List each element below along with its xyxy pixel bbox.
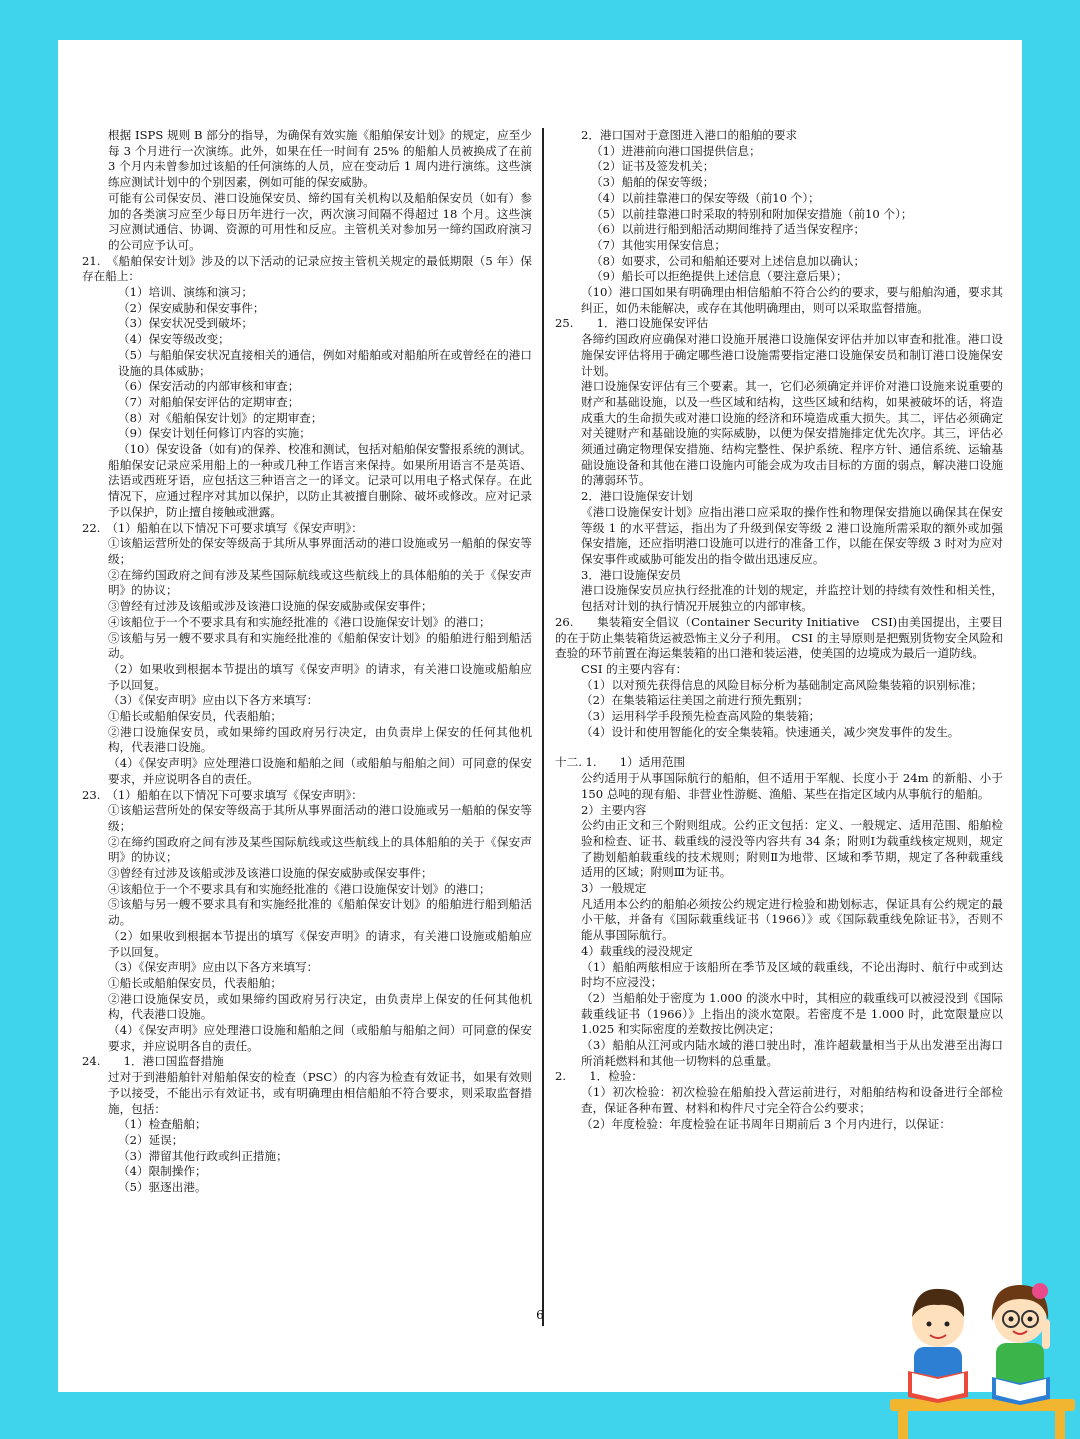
right-column-paragraph: 凡适用本公约的船舶必须按公约规定进行检验和勘划标志，保证具有公约规定的最小干舷，并备有《国际载重线证书（1966）》或《国际载重线免除证书》，否则不能从事国际航行。 — [581, 896, 1003, 943]
left-column-paragraph: （2）如果收到根据本节提出的填写《保安声明》的请求，有关港口设施或船舶应予以回复。 — [108, 928, 532, 959]
right-column-paragraph: （2）在集装箱运往美国之前进行预先甄别； — [581, 693, 809, 708]
right-column-paragraph: （7）其他实用保安信息； — [591, 237, 726, 252]
left-column-paragraph: 21. 《船舶保安计划》涉及的以下活动的记录应按主管机关规定的最低期限（5 年）保存在船上： — [82, 253, 532, 284]
left-column-paragraph: （2）如果收到根据本节提出的填写《保安声明》的请求，有关港口设施或船舶应予以回复。 — [108, 661, 532, 692]
left-column-paragraph: ②港口设施保安员，或如果缔约国政府另行决定，由负责岸上保安的任何其他机构，代表港口设施。 — [108, 991, 532, 1022]
right-column-paragraph: （8）如要求，公司和船舶还要对上述信息加以确认； — [591, 253, 866, 268]
right-column-paragraph: （1）初次检验：初次检验在船舶投入营运前进行，对船舶结构和设备进行全部检查，保证各种布置、材料和构件尺寸完全符合公约要求； — [581, 1085, 1003, 1115]
right-column-paragraph: 2．港口设施保安计划 — [581, 489, 693, 504]
right-column-paragraph: 2．港口国对于意图进入港口的船舶的要求 — [581, 128, 798, 142]
left-column-paragraph: 过对于到港船舶针对船舶保安的检查（PSC）的内容为检查有效证书，如果有效则予以接受，不能出示有效证书，或有明确理由相信船舶不符合要求，则采取监督措施，包括： — [108, 1070, 532, 1116]
right-column-paragraph: 十二. 1. 1）适用范围 — [555, 755, 686, 770]
left-column-paragraph: （4）《保安声明》应处理港口设施和船舶之间（或船舶与船舶之间）可同意的保安要求，并应说明各自的责任。 — [108, 1023, 532, 1053]
left-column-paragraph: ③曾经有过涉及该船或涉及该港口设施的保安威胁或保安事件； — [108, 866, 433, 881]
left-column-paragraph: （7）对船舶保安评估的定期审查； — [118, 394, 300, 409]
left-column-paragraph: 船舶保安记录应采用船上的一种或几种工作语言来保持。如果所用语言不是英语、法语或西班牙语，应包括这三种语言之一的译文。记录可以用电子格式保存。在此情况下，应通过程序对其加以保护，以防止其被擅自删除、破坏或修改。应对记录予以保护，防止擅自接触或泄露。 — [108, 457, 532, 519]
left-column-paragraph: （3）滞留其他行政或纠正措施； — [118, 1148, 288, 1163]
left-column-paragraph: （9）保安计划任何修订内容的实施； — [118, 426, 311, 441]
left-column-paragraph: （2）保安威胁和保安事件； — [118, 300, 265, 315]
left-column-paragraph: （5）驱逐出港。 — [118, 1180, 207, 1195]
right-column-paragraph: 港口设施保安员应执行经批准的计划的规定，并监控计划的持续有效性和相关性，包括对计划的执行情况开展独立的内部审核。 — [581, 583, 1003, 614]
left-column-paragraph: ⑤该船与另一艘不要求具有和实施经批准的《船舶保安计划》的船舶进行船到船活动。 — [108, 897, 532, 928]
left-column-paragraph: （2）延误； — [118, 1133, 184, 1147]
right-column-paragraph: （5）以前挂靠港口时采取的特别和附加保安措施（前10 个）； — [591, 206, 913, 221]
left-column-paragraph: （6）保安活动的内部审核和审查； — [118, 379, 300, 394]
left-column-paragraph: （5）与船舶保安状况直接相关的通信，例如对船舶或对船舶所在或曾经在的港口设施的具体威胁； — [118, 347, 532, 378]
right-column-paragraph: （9）船长可以拒绝提供上述信息（要注意后果）； — [591, 269, 848, 284]
column-divider — [542, 128, 544, 1326]
left-column-paragraph: （3）保安状况受到破坏； — [118, 316, 253, 331]
right-column-paragraph: 3）一般规定 — [581, 881, 647, 896]
left-column-paragraph: （8）对《船舶保安计划》的定期审查； — [118, 410, 323, 425]
left-column-paragraph: ④该船位于一个不要求具有和实施经批准的《港口设施保安计划》的港口； — [108, 881, 491, 896]
right-column-paragraph: 2. 1．检验： — [555, 1069, 644, 1084]
right-column-paragraph: （2）证书及签发机关； — [591, 159, 715, 174]
left-column-paragraph: ①该船运营所处的保安等级高于其所从事界面活动的港口设施或另一船舶的保安等级； — [108, 536, 532, 566]
right-column-paragraph: （3）船舶从江河或内陆水域的港口驶出时，准许超载量相当于从出发港至出海口所消耗燃料和其他一切物料的总重量。 — [581, 1038, 1003, 1068]
right-column-paragraph: 3．港口设施保安员 — [581, 567, 682, 582]
right-column-paragraph: 《港口设施保安计划》应指出港口应采取的操作性和物理保安措施以确保其在保安等级 1 的水平营运，指出为了升级到保安等级 2 港口设施所需采取的额外或加强保安措施，还应指明港口设施可以进行的准备工作，以能在保安等级 3 时对为应对保安事件或威胁可能发出的指令做出迅速反应。 — [581, 504, 1003, 566]
right-column-paragraph — [555, 740, 1003, 755]
left-column-paragraph: ①该船运营所处的保安等级高于其所从事界面活动的港口设施或另一船舶的保安等级； — [108, 803, 532, 833]
kids-reading-illustration — [880, 1259, 1080, 1439]
left-column-paragraph: ④该船位于一个不要求具有和实施经批准的《港口设施保安计划》的港口； — [108, 614, 491, 629]
left-column-paragraph: 可能有公司保安员、港口设施保安员、缔约国有关机构以及船舶保安员（如有）参加的各类演习应至少每日历年进行一次，两次演习间隔不得超过 18 个月。这些演习应测试通信、协调、资源的可用性和反应。主管机关对参加另一缔约国政府演习的公司应予认可。 — [108, 190, 532, 252]
right-column-paragraph: 2）主要内容 — [581, 802, 647, 817]
right-column-paragraph: CSI 的主要内容有： — [581, 661, 688, 676]
left-column-paragraph: 根据 ISPS 规则 B 部分的指导，为确保有效实施《船舶保安计划》的规定，应至少每 3 个月进行一次演练。此外，如果在任一时间有 25% 的船舶人员被换成了在前 3 个月内未曾参加过该船的任何演练的人员，应在变动后 1 周内进行演练。这些演练应测试计划中的个别因素，例如可能的保安威胁。 — [108, 128, 532, 190]
right-column-paragraph: 4）载重线的浸没规定 — [581, 943, 693, 958]
right-column-paragraph: 26. 集装箱安全倡议（Container Security Initiative CSI)由美国提出，主要目的在于防止集装箱货运被恐怖主义分子利用。 CSI 的主导原则是把甄别货物安全风险和查验的环节前置在海运集装箱的出口港和装运港，使美国的边境成为最后一道防线。 — [555, 614, 1003, 661]
left-column-paragraph: （1）检查船舶； — [118, 1117, 207, 1132]
left-column-paragraph: （3）《保安声明》应由以下各方来填写： — [108, 693, 319, 708]
right-column-paragraph: 公约由正文和三个附则组成。公约正文包括：定义、一般规定、适用范围、船舶检验和检查、证书、载重线的浸没等内容共有 34 条；附则Ⅰ为载重线核定规则，规定了勘划船舶载重线的技术规则；附则Ⅱ为地带、区域和季节期，规定了各种载重线适用的区域；附则Ⅲ为证书。 — [581, 818, 1003, 880]
left-column-paragraph: 23. （1）船舶在以下情况下可要求填写《保安声明》： — [82, 787, 363, 802]
right-column-paragraph: （2）当船舶处于密度为 1.000 的淡水中时，其相应的载重线可以被浸没到《国际载重线证书（1966）》上指出的淡水宽限。若密度不是 1.000 时，此宽限量应以 1.025 和实际密度的差数按比例决定； — [581, 990, 1003, 1037]
left-column-paragraph: ①船长或船舶保安员，代表船舶； — [108, 975, 282, 990]
right-column-paragraph: 各缔约国政府应确保对港口设施开展港口设施保安评估并加以审查和批准。港口设施保安评估将用于确定哪些港口设施需要指定港口设施保安员和制订港口设施保安计划。 — [581, 332, 1003, 378]
right-column-paragraph: （1）以对预先获得信息的风险目标分析为基础制定高风险集装箱的识别标准； — [581, 677, 983, 692]
left-column-paragraph: （4）《保安声明》应处理港口设施和船舶之间（或船舶与船舶之间）可同意的保安要求，并应说明各自的责任。 — [108, 756, 532, 786]
left-column-paragraph: （4）限制操作； — [118, 1164, 207, 1179]
right-column-paragraph: 港口设施保安评估有三个要素。其一，它们必须确定并评价对港口设施来说重要的财产和基础设施，以及一些区域和结构，这些区域和结构，如果被破坏的话，将造成重大的生命损失或对港口设施的经济和环境造成重大损失。其二，评估必须确定对关键财产和基础设施的实际威胁，以便为保安措施排定优先次序。其三，评估必须通过确定物理保安措施、结构完整性、保护系统、程序方针、通信系统、运输基础设施设备和其他在港口设施内可能会成为攻击目标的方面的弱点，解决港口设施的薄弱环节。 — [581, 379, 1003, 488]
right-column-paragraph: （6）以前进行船到船活动期间维持了适当保安程序； — [591, 222, 866, 237]
left-column-paragraph: 22. （1）船舶在以下情况下可要求填写《保安声明》： — [82, 520, 363, 535]
left-column-paragraph: ③曾经有过涉及该船或涉及该港口设施的保安威胁或保安事件； — [108, 599, 433, 614]
left-column-paragraph: ②在缔约国政府之间有涉及某些国际航线或这些航线上的具体船舶的关于《保安声明》的协议； — [108, 567, 532, 598]
right-column-paragraph: （3）运用科学手段预先检查高风险的集装箱； — [581, 709, 821, 724]
left-column-paragraph: 24. 1．港口国监督措施 — [82, 1054, 224, 1069]
left-column-paragraph: （1）培训、演练和演习； — [118, 285, 253, 300]
left-column-paragraph: ②在缔约国政府之间有涉及某些国际航线或这些航线上的具体船舶的关于《保安声明》的协议； — [108, 834, 532, 865]
left-column-paragraph: （4）保安等级改变； — [118, 332, 230, 347]
left-column-paragraph: ①船长或船舶保安员，代表船舶； — [108, 709, 282, 724]
left-column-paragraph: （3）《保安声明》应由以下各方来填写： — [108, 960, 319, 975]
right-column-paragraph: （2）年度检验：年度检验在证书周年日期前后 3 个月内进行，以保证： — [581, 1116, 951, 1131]
right-column-paragraph: （1）船舶两舷相应于该船所在季节及区域的载重线，不论出海时、航行中或到达时均不应浸没； — [581, 959, 1003, 990]
right-column-paragraph: （10）港口国如果有明确理由相信船舶不符合公约的要求，要与船舶沟通，要求其纠正，如仍未能解决，或存在其他明确理由，则可以采取监督措施。 — [581, 285, 1003, 315]
page-number: 6 — [536, 1308, 544, 1322]
left-column-paragraph: （10）保安设备（如有)的保养、校准和测试，包括对船舶保安警报系统的测试。 — [118, 442, 532, 457]
left-column — [82, 128, 532, 1196]
right-column-paragraph: （4）设计和使用智能化的安全集装箱。快速通关，减少突发事件的发生。 — [581, 724, 960, 739]
right-column-paragraph: （1）进港前向港口国提供信息； — [591, 143, 761, 158]
right-column — [555, 128, 1003, 1132]
document-page — [58, 40, 1022, 1392]
left-column-paragraph: ⑤该船与另一艘不要求具有和实施经批准的《船舶保安计划》的船舶进行船到船活动。 — [108, 630, 532, 661]
right-column-paragraph: （4）以前挂靠港口的保安等级（前10 个）； — [591, 190, 820, 205]
right-column-paragraph: （3）船舶的保安等级； — [591, 175, 715, 190]
left-column-paragraph: ②港口设施保安员，或如果缔约国政府另行决定，由负责岸上保安的任何其他机构，代表港口设施。 — [108, 724, 532, 755]
right-column-paragraph: 25. 1．港口设施保安评估 — [555, 316, 709, 331]
right-column-paragraph: 公约适用于从事国际航行的船舶，但不适用于军舰、长度小于 24m 的新船、小于 150 总吨的现有船、非营业性游艇、渔船、某些在指定区域内从事航行的船舶。 — [581, 771, 1003, 801]
